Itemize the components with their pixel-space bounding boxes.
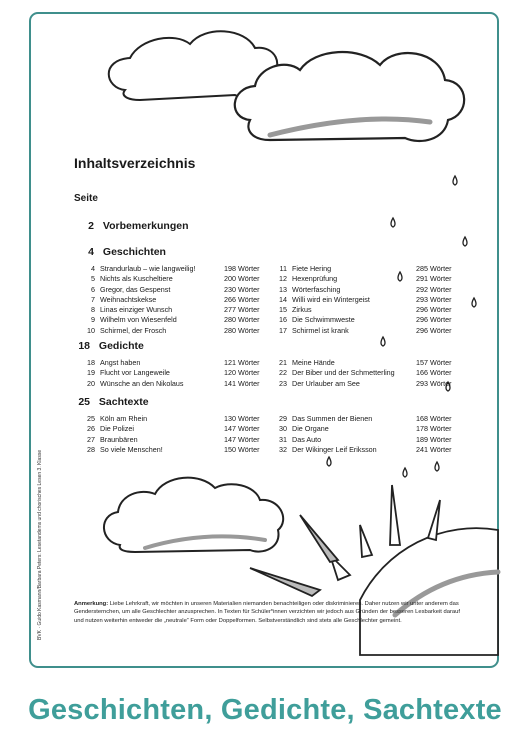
- toc-entry: [78, 285, 268, 295]
- entry-page-number: 19: [87, 368, 95, 378]
- toc-entry: [78, 358, 268, 368]
- toc-entry: [270, 326, 460, 336]
- toc-entry: [270, 315, 460, 325]
- toc-entry: [78, 305, 268, 315]
- entry-page-number: 12: [279, 274, 287, 284]
- entry-word-count: 200 Wörter: [224, 274, 260, 284]
- entry-title: Schirmel ist krank: [292, 325, 349, 335]
- annotation-text: Liebe Lehrkraft, wir möchten in unseren Materialien niemanden benachteiligen oder diskriminieren. Daher nutzen wir unter anderem das Gendersternchen, um alle Geschlechter anzusprechen. In Texten für Schüler*innen verzichten wir jedoch aus Gründen der besseren Lesbarkeit darauf und nutzen weiterhin entweder die „neutrale“ Form oder Doppelformen. Selbstverständlich sind stets alle Geschlechter gemeint.: [74, 601, 460, 624]
- entry-word-count: 296 Wörter: [416, 325, 452, 335]
- section-page-number: 25: [78, 396, 90, 408]
- entry-title: Linas einziger Wunsch: [100, 305, 173, 315]
- sachtexte-list-right: [270, 414, 460, 455]
- entry-page-number: 25: [87, 414, 95, 423]
- entry-word-count: 230 Wörter: [224, 284, 260, 294]
- entry-word-count: 178 Wörter: [416, 424, 452, 434]
- toc-entry: [78, 295, 268, 305]
- section-label: Geschichten: [102, 246, 166, 258]
- geschichten-list-right: [270, 264, 460, 336]
- annotation-note: [74, 600, 464, 625]
- entry-page-number: 17: [279, 325, 287, 335]
- entry-word-count: 150 Wörter: [224, 444, 260, 454]
- entry-title: Der Wikinger Leif Eriksson: [292, 444, 377, 454]
- entry-word-count: 291 Wörter: [416, 274, 452, 284]
- gedichte-list-left: [78, 358, 268, 389]
- entry-page-number: 7: [91, 294, 95, 304]
- section-page-number: 18: [78, 340, 90, 352]
- entry-word-count: 266 Wörter: [224, 294, 260, 304]
- entry-title: Weihnachtskekse: [100, 294, 157, 304]
- entry-page-number: 13: [279, 284, 287, 294]
- entry-word-count: 157 Wörter: [416, 358, 452, 367]
- entry-page-number: 20: [87, 378, 95, 388]
- entry-title: Die Schwimmweste: [292, 315, 355, 325]
- page-title: Inhaltsverzeichnis: [74, 155, 196, 171]
- entry-title: Köln am Rhein: [100, 414, 148, 423]
- entry-word-count: 280 Wörter: [224, 325, 260, 335]
- entry-page-number: 30: [279, 424, 287, 434]
- entry-title: Braunbären: [100, 434, 138, 444]
- entry-page-number: 5: [91, 274, 95, 284]
- entry-page-number: 16: [279, 315, 287, 325]
- toc-entry: [270, 424, 460, 434]
- entry-page-number: 21: [279, 358, 287, 367]
- entry-page-number: 9: [91, 315, 95, 325]
- toc-entry: [78, 414, 268, 424]
- toc-entry: [270, 305, 460, 315]
- entry-word-count: 280 Wörter: [224, 315, 260, 325]
- entry-title: Zirkus: [292, 305, 312, 315]
- cloud-icon: [104, 478, 283, 552]
- entry-word-count: 147 Wörter: [224, 424, 260, 434]
- entry-page-number: 14: [279, 294, 287, 304]
- sachtexte-list-left: [78, 414, 268, 455]
- entry-word-count: 120 Wörter: [224, 368, 260, 378]
- toc-entry: [270, 435, 460, 445]
- section-label: Gedichte: [98, 340, 144, 352]
- entry-title: Fiete Hering: [292, 264, 332, 273]
- toc-entry: [78, 445, 268, 455]
- page-column-header: Seite: [74, 193, 98, 204]
- entry-word-count: 189 Wörter: [416, 434, 452, 444]
- entry-word-count: 292 Wörter: [416, 284, 452, 294]
- entry-word-count: 293 Wörter: [416, 294, 452, 304]
- entry-title: Nichts als Kuscheltiere: [100, 274, 173, 284]
- entry-title: So viele Menschen!: [100, 444, 163, 454]
- entry-page-number: 11: [279, 264, 287, 273]
- section-page-number: 4: [88, 246, 94, 258]
- entry-title: Das Summen der Bienen: [292, 414, 373, 423]
- toc-entry: [78, 368, 268, 378]
- gedichte-list-right: [270, 358, 460, 389]
- toc-entry: [270, 274, 460, 284]
- toc-entry: [78, 379, 268, 389]
- entry-page-number: 26: [87, 424, 95, 434]
- entry-page-number: 6: [91, 284, 95, 294]
- entry-word-count: 147 Wörter: [224, 434, 260, 444]
- toc-entry: [78, 315, 268, 325]
- section-heading-geschichten: [74, 246, 166, 258]
- footer-title: Geschichten, Gedichte, Sachtexte: [28, 694, 502, 726]
- toc-entry: [270, 445, 460, 455]
- entry-title: Der Biber und der Schmetterling: [292, 368, 395, 378]
- geschichten-list-left: [78, 264, 268, 336]
- toc-entry: [270, 368, 460, 378]
- toc-entry: [270, 358, 460, 368]
- section-heading-sachtexte: [74, 396, 149, 408]
- entry-title: Wünsche an den Nikolaus: [100, 378, 184, 388]
- entry-word-count: 285 Wörter: [416, 264, 452, 273]
- entry-title: Der Urlauber am See: [292, 378, 360, 388]
- entry-word-count: 168 Wörter: [416, 414, 452, 423]
- entry-page-number: 29: [279, 414, 287, 423]
- toc-entry: [78, 435, 268, 445]
- entry-title: Wilhelm von Wiesenfeld: [100, 315, 177, 325]
- toc-entry: [78, 264, 268, 274]
- entry-word-count: 296 Wörter: [416, 305, 452, 315]
- sun-icon: [250, 485, 498, 655]
- section-page-number: 2: [88, 220, 94, 232]
- entry-title: Flucht vor Langeweile: [100, 368, 170, 378]
- entry-page-number: 22: [279, 368, 287, 378]
- entry-title: Wörterfasching: [292, 284, 341, 294]
- toc-entry: [270, 379, 460, 389]
- entry-title: Angst haben: [100, 358, 141, 367]
- toc-entry: [270, 264, 460, 274]
- entry-page-number: 8: [91, 305, 95, 315]
- entry-word-count: 241 Wörter: [416, 444, 452, 454]
- section-heading-vorbemerkungen: [74, 220, 189, 232]
- entry-title: Willi wird ein Wintergeist: [292, 294, 370, 304]
- entry-word-count: 121 Wörter: [224, 358, 260, 367]
- entry-page-number: 28: [87, 444, 95, 454]
- entry-word-count: 141 Wörter: [224, 378, 260, 388]
- entry-title: Meine Hände: [292, 358, 335, 367]
- section-heading-gedichte: [74, 340, 144, 352]
- entry-title: Gregor, das Gespenst: [100, 284, 171, 294]
- entry-page-number: 4: [91, 264, 95, 273]
- toc-entry: [270, 414, 460, 424]
- entry-page-number: 27: [87, 434, 95, 444]
- toc-entry: [270, 285, 460, 295]
- entry-word-count: 293 Wörter: [416, 378, 452, 388]
- entry-page-number: 32: [279, 444, 287, 454]
- entry-page-number: 10: [87, 325, 95, 335]
- section-label: Sachtexte: [98, 396, 149, 408]
- entry-page-number: 23: [279, 378, 287, 388]
- entry-word-count: 198 Wörter: [224, 264, 260, 273]
- entry-title: Schirmel, der Frosch: [100, 325, 167, 335]
- toc-entry: [78, 274, 268, 284]
- entry-page-number: 18: [87, 358, 95, 367]
- copyright-sidebar: BVK · Guido Kasmann/Barbara Peters: Lesetandems und chorisches Lesen 3. Klasse: [37, 449, 43, 640]
- entry-word-count: 296 Wörter: [416, 315, 452, 325]
- entry-title: Strandurlaub – wie langweilig!: [100, 264, 196, 273]
- entry-title: Die Organe: [292, 424, 329, 434]
- toc-entry: [78, 424, 268, 434]
- entry-word-count: 130 Wörter: [224, 414, 260, 423]
- annotation-label: Anmerkung:: [74, 601, 109, 607]
- toc-entry: [78, 326, 268, 336]
- entry-page-number: 15: [279, 305, 287, 315]
- section-label: Vorbemerkungen: [102, 220, 189, 232]
- entry-word-count: 277 Wörter: [224, 305, 260, 315]
- entry-title: Hexenprüfung: [292, 274, 338, 284]
- entry-title: Das Auto: [292, 434, 322, 444]
- toc-entry: [270, 295, 460, 305]
- entry-page-number: 31: [279, 434, 287, 444]
- entry-word-count: 166 Wörter: [416, 368, 452, 378]
- entry-title: Die Polizei: [100, 424, 134, 434]
